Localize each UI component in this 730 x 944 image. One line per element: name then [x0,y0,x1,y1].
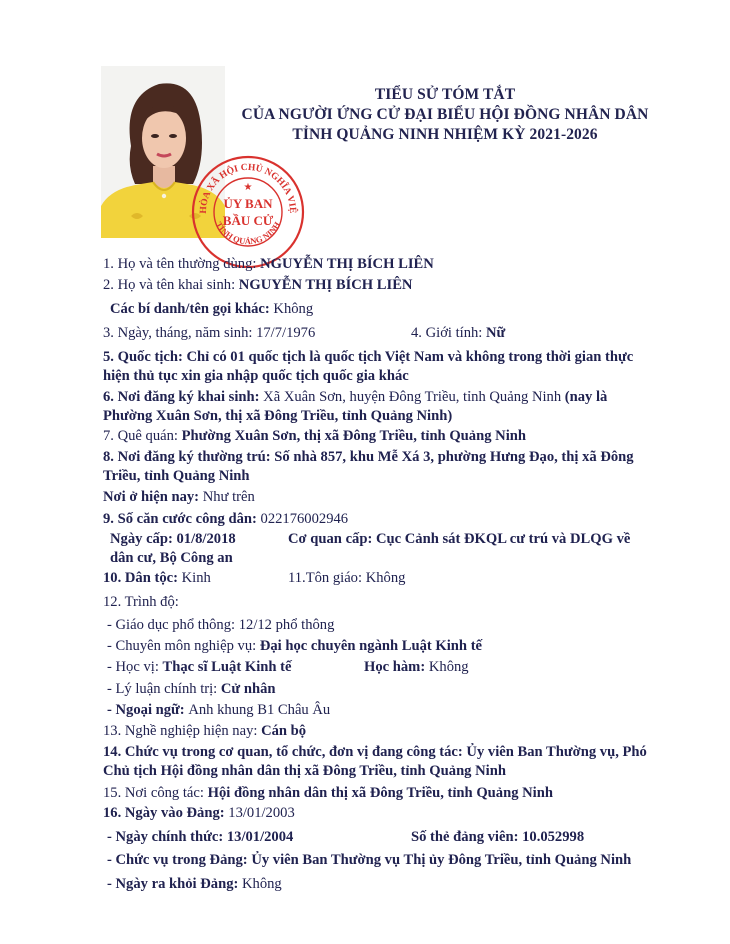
field-party-join-date [103,804,295,823]
field-label: - Chuyên môn nghiệp vụ: [107,638,260,654]
field-value: Đại học chuyên ngành Luật Kinh tế [259,638,483,654]
field-issue-date [110,530,236,549]
field-birth-date [103,324,315,343]
field-ethnicity [103,569,211,588]
field-label: Số thẻ đảng viên: [411,829,523,845]
field-label: Ngày cấp: [110,531,177,547]
field-nationality: 5. Quốc tịch: Chỉ có 01 quốc tịch là quốc tịch Việt Nam và không trong thời gian thực hiện thủ tục xin gia nhập quốc tịch quốc gia khác [103,349,634,384]
field-label: 7. Quê quán: [103,428,182,444]
field-label: - Lý luận chính trị: [107,681,221,697]
field-party-exit-date [107,875,282,894]
field-value: NGUYỄN THỊ BÍCH LIÊN [260,256,434,272]
field-value: 13/01/2003 [228,805,295,821]
field-label: Học hàm: [364,659,429,675]
field-value: Ủy viên Ban Thường vụ Thị ủy Đông Triều, tỉnh Quảng Ninh [251,852,632,868]
field-label: - Ngày ra khỏi Đảng: [107,876,242,892]
field-value: Kinh [181,570,211,586]
field-label: 16. Ngày vào Đảng: [103,805,229,821]
field-current-position: 14. Chức vụ trong cơ quan, tổ chức, đơn vị đang công tác: Ủy viên Ban Thường vụ, Phó Chủ tịch Hội đồng nhân dân thị xã Đông Triều, tỉnh Quảng Ninh [103,744,647,779]
field-party-card-number [411,828,584,847]
field-label: 2. Họ và tên khai sinh: [103,277,239,293]
field-value: Không [428,659,469,675]
stamp-ring-bottom-text: TỈNH QUẢNG NINH [213,219,283,247]
field-label: 10. Dân tộc: [103,570,182,586]
field-label: - Ngoại ngữ: [107,702,189,718]
field-political-theory [107,680,275,699]
field-foreign-language [107,701,330,720]
field-occupation [103,722,306,741]
field-common-name [103,255,434,274]
field-value: Nữ [486,325,506,341]
field-id-number [103,510,348,529]
field-note: (nay là Phường Xuân Sơn, thị xã Đông Triều, tỉnh Quảng Ninh) [103,389,608,424]
field-value: Hội đồng nhân dân thị xã Đông Triều, tỉnh Quảng Ninh [207,785,553,801]
document-title: TIỂU SỬ TÓM TẮT [374,86,516,103]
field-aliases [110,300,313,319]
field-value: Phường Xuân Sơn, thị xã Đông Triều, tỉnh Quảng Ninh [181,428,526,444]
field-label: 15. Nơi công tác: [103,785,208,801]
field-value: Cử nhân [220,681,276,697]
field-label: Nơi ở hiện nay: [103,489,203,505]
field-issuer [288,530,630,549]
field-value: Như trên [202,489,255,505]
field-education-heading: 12. Trình độ: [103,594,179,610]
field-birth-name [103,276,412,295]
field-value: 10.052998 [522,829,585,845]
stamp-center-line1: ỦY BAN [223,196,273,211]
field-value: 12/12 phổ thông [238,617,335,633]
field-value: 13/01/2004 [226,829,294,845]
field-workplace [103,784,553,803]
field-academic-degree [107,658,291,677]
field-value: Không [273,301,314,317]
field-general-education [107,616,334,635]
field-label: - Ngày chính thức: [107,829,227,845]
field-label: Các bí danh/tên gọi khác: [110,301,274,317]
field-gender [411,324,505,343]
field-value: 01/8/2018 [176,531,236,547]
field-value: Anh khung B1 Châu Âu [188,702,331,718]
field-value: 17/7/1976 [256,325,316,341]
field-value: Không [365,570,406,586]
field-issuer-continued: dân cư, Bộ Công an [110,550,233,566]
field-current-residence [103,488,255,507]
field-value: Không [242,876,282,892]
stamp-center-line2: BẦU CỬ [222,213,274,228]
field-party-position [107,851,631,870]
stamp-ring-text: HÒA XÃ HỘI CHỦ NGHĨA VIỆ [198,162,298,214]
document-subtitle-term: TỈNH QUẢNG NINH NHIỆM KỲ 2021-2026 [292,126,598,143]
field-value: Xã Xuân Sơn, huyện Đông Triều, tỉnh Quảng Ninh [263,389,562,405]
field-label: 9. Số căn cước công dân: [103,511,261,527]
field-label: 1. Họ và tên thường dùng: [103,256,261,272]
field-value: Cán bộ [261,723,307,739]
field-label: 3. Ngày, tháng, năm sinh: [103,325,257,341]
field-label: Cơ quan cấp: [288,531,376,547]
field-label: 4. Giới tính: [411,325,487,341]
field-value: 022176002946 [260,511,349,527]
field-value: Cục Cảnh sát ĐKQL cư trú và DLQG về [375,531,631,547]
document-subtitle: CỦA NGƯỜI ỨNG CỬ ĐẠI BIỂU HỘI ĐỒNG NHÂN DÂN [241,106,649,123]
field-hometown [103,427,526,446]
field-label: 11.Tôn giáo: [288,570,366,586]
field-label: - Giáo dục phổ thông: [107,617,239,633]
star-icon: ★ [243,182,253,193]
field-label: - Học vị: [107,659,163,675]
field-academic-title [364,658,469,677]
field-label: 6. Nơi đăng ký khai sinh: [103,389,264,405]
field-religion [288,569,405,588]
field-permanent-residence: 8. Nơi đăng ký thường trú: Số nhà 857, khu Mễ Xá 3, phường Hưng Đạo, thị xã Đông Triều, tỉnh Quảng Ninh [103,449,634,484]
field-specialization [107,637,482,656]
field-official-date [107,828,293,847]
field-birth-registration [103,388,638,426]
field-value: NGUYỄN THỊ BÍCH LIÊN [238,277,413,293]
field-label: 13. Nghề nghiệp hiện nay: [103,723,262,739]
field-value: Thạc sĩ Luật Kinh tế [162,659,292,675]
field-label: - Chức vụ trong Đảng: [107,852,252,868]
